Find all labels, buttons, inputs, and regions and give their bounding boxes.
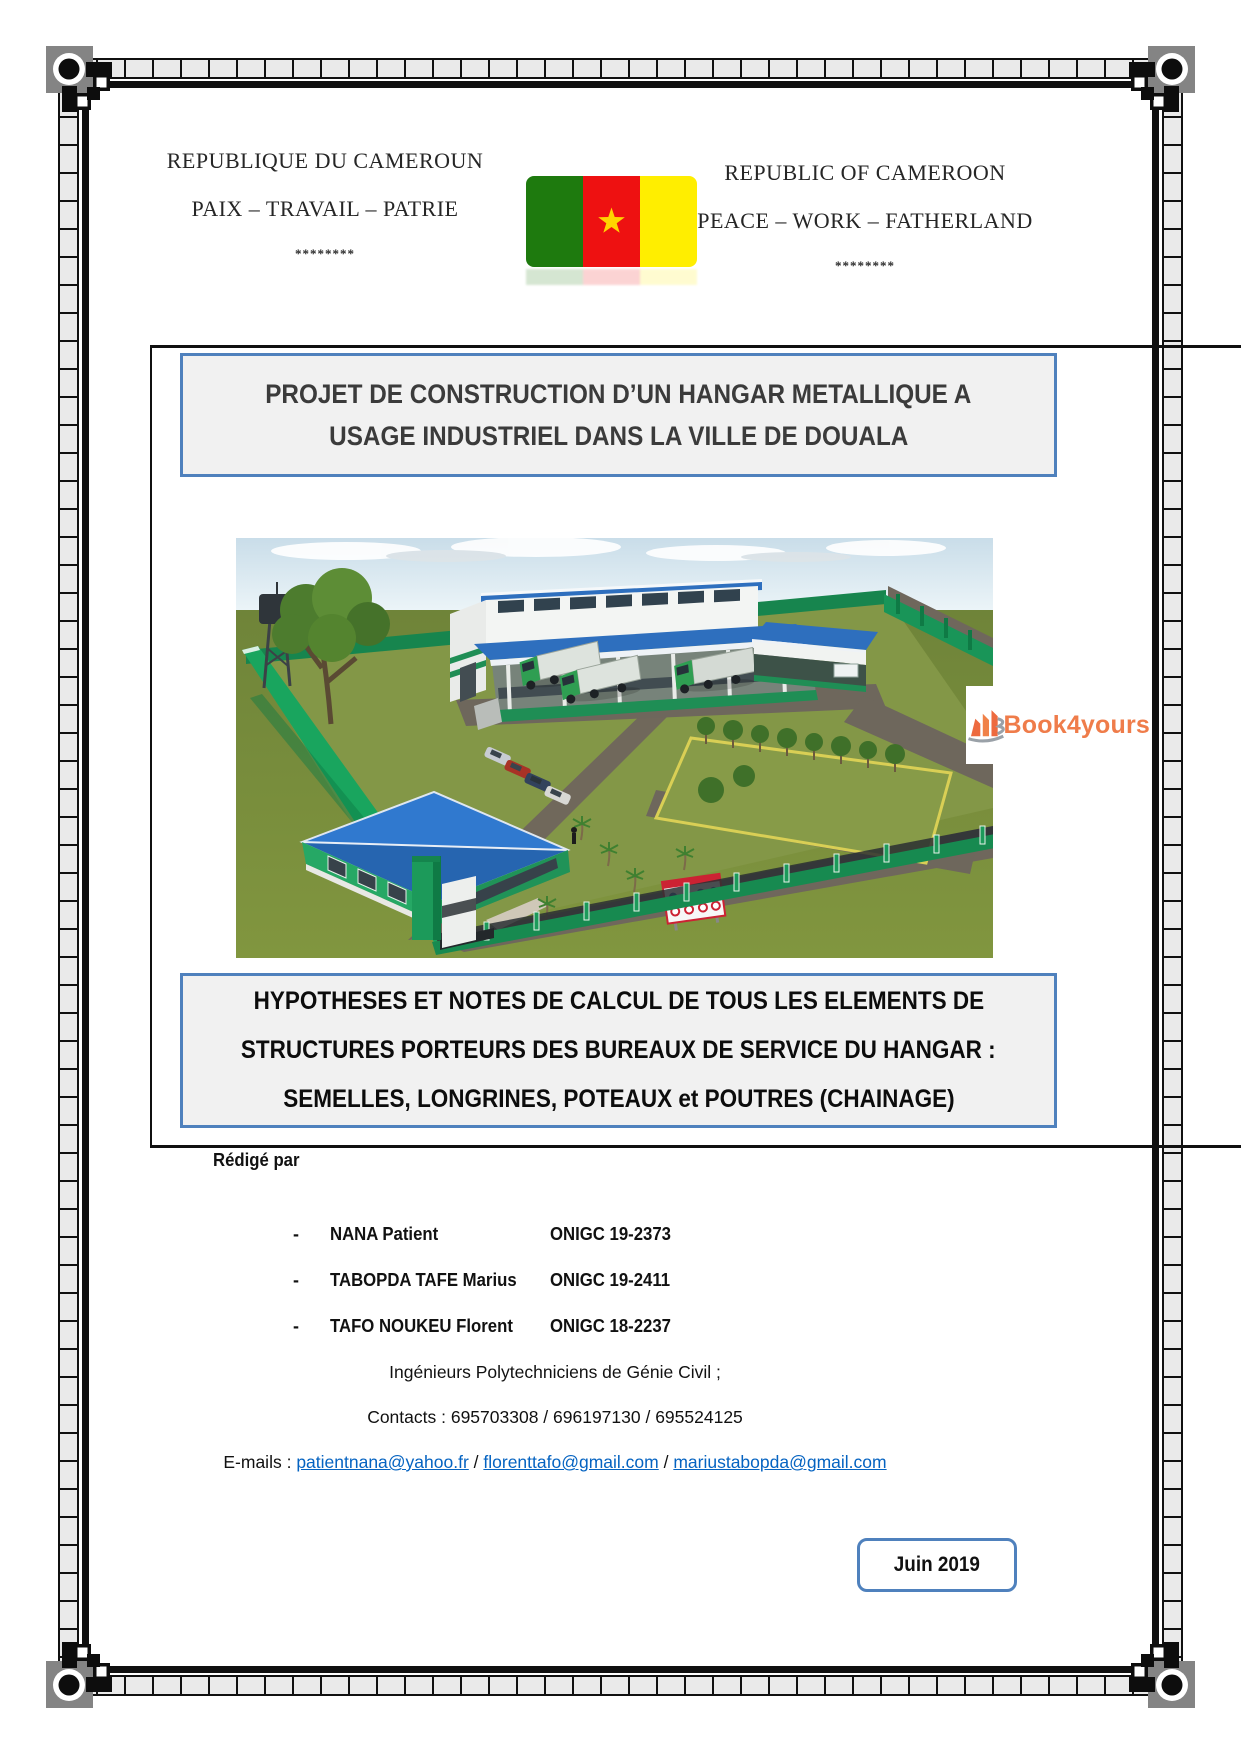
office-building [752, 622, 878, 692]
email-separator: / [468, 1452, 484, 1472]
border-ladder-left [58, 70, 79, 1684]
title-box [180, 353, 1057, 477]
written-by-heading: Rédigé par [213, 1150, 300, 1170]
subject-line3: SEMELLES, LONGRINES, POTEAUX et POUTRES (CHAINAGE) [282, 1085, 955, 1113]
book4yours-logo [966, 686, 1150, 764]
country-name-en: REPUBLIC OF CAMEROON [724, 160, 1006, 185]
bullet-dash: - [293, 1316, 299, 1336]
email-link-florenttafo[interactable]: florenttafo@gmail.com [483, 1452, 659, 1472]
author-onigc-id: ONIGC 18-2237 [550, 1316, 671, 1336]
author-name: TAFO NOUKEU Florent [330, 1316, 513, 1336]
project-title-line1: PROJET DE CONSTRUCTION D’UN HANGAR METALLIQUE A [265, 379, 972, 409]
book4yours-label: Book4yours [1003, 710, 1150, 739]
stars-separator: ******** [835, 258, 895, 273]
emails-line [60, 1452, 1050, 1473]
subject-line2: STRUCTURES PORTEURS DES BUREAUX DE SERVICE DU HANGAR : [241, 1036, 996, 1064]
email-link-mariustabopda[interactable]: mariustabopda@gmail.com [673, 1452, 887, 1472]
country-name-fr: REPUBLIQUE DU CAMEROUN [166, 148, 484, 173]
project-title-line2: USAGE INDUSTRIEL DANS LA VILLE DE DOUALA [328, 421, 909, 451]
author-name: TABOPDA TAFE Marius [330, 1270, 517, 1290]
date-label: Juin 2019 [893, 1553, 981, 1576]
motto-en: PEACE – WORK – FATHERLAND [697, 208, 1033, 233]
flag-reflection [526, 269, 697, 285]
email-link-patientnana[interactable]: patientnana@yahoo.fr [296, 1452, 469, 1472]
cameroon-flag [526, 176, 697, 267]
border-corner-ornament-icon [1119, 1632, 1195, 1708]
author-name: NANA Patient [330, 1224, 439, 1244]
header-french [110, 148, 540, 262]
motto-fr: PAIX – TRAVAIL – PATRIE [191, 196, 459, 221]
bullet-dash: - [293, 1270, 299, 1290]
stars-separator: ******** [295, 246, 355, 261]
author-onigc-id: ONIGC 19-2411 [550, 1270, 671, 1290]
engineers-role-line: Ingénieurs Polytechniciens de Génie Civil ; [389, 1362, 721, 1382]
border-ladder-bottom [70, 1675, 1171, 1696]
border-ladder-top [70, 58, 1171, 79]
site-3d-render-image [236, 538, 993, 958]
border-corner-ornament-icon [46, 1632, 122, 1708]
email-separator: / [658, 1452, 674, 1472]
bullet-dash: - [293, 1224, 299, 1244]
contacts-line: Contacts : 695703308 / 696197130 / 695524125 [367, 1407, 743, 1427]
border-corner-ornament-icon [46, 46, 122, 122]
emails-label: E-mails : [223, 1452, 297, 1472]
header-english [650, 160, 1080, 274]
date-box [857, 1538, 1017, 1592]
subject-line1: HYPOTHESES ET NOTES DE CALCUL DE TOUS LES ELEMENTS DE [253, 987, 984, 1015]
subject-box [180, 973, 1057, 1128]
border-corner-ornament-icon [1119, 46, 1195, 122]
border-ladder-right [1162, 70, 1183, 1684]
author-onigc-id: ONIGC 19-2373 [550, 1224, 671, 1244]
